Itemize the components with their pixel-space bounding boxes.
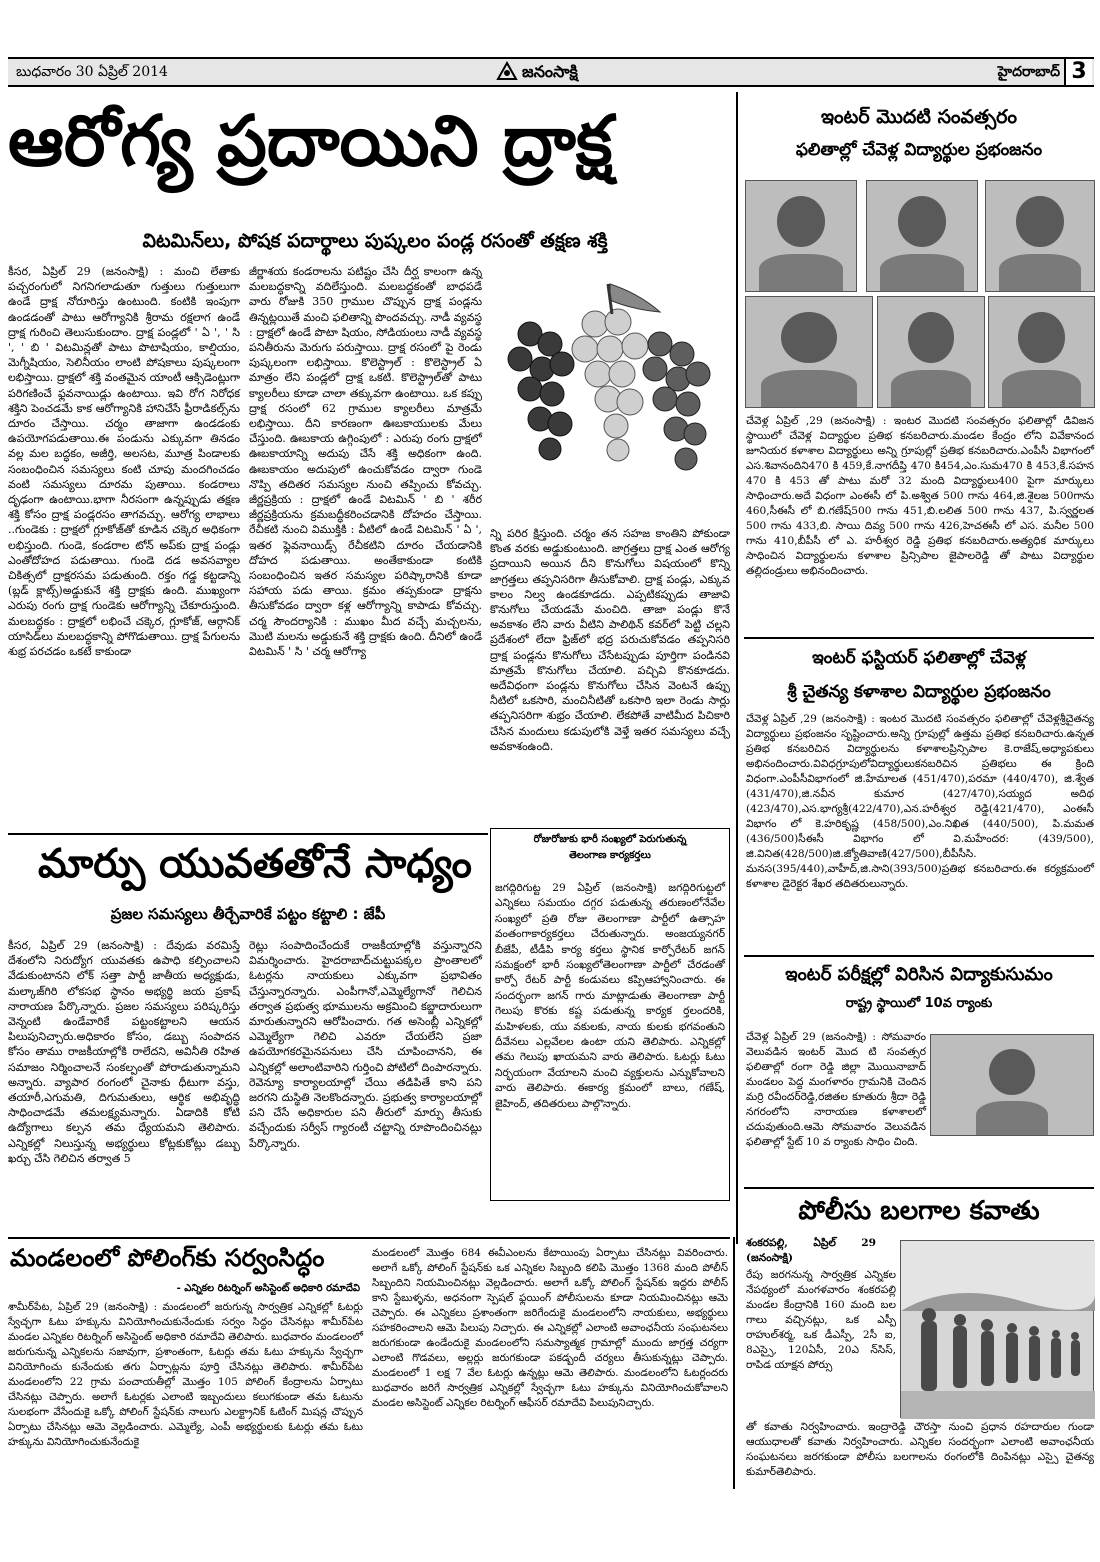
page-header <box>8 57 1094 87</box>
marpu-column-2: రెట్లు సంపాదించేందుకే రాజకీయాల్లోకి వస్తున్నారని విమర్శించారు. హైదరాబాద్‌చుట్టుపక్కల ప్రాంతాలలో ఓటర్లను నాయకులు ఎక్కువగా ప్రభావితం చేస్తున్నారన్నారు. ఎంపీగానో,ఎమ్మెల్యేగానో గెలిచిన తర్వాత ప్రభుత్వ భూములను అక్రమించి కబ్జాదారులుగా మారుతున్నారని ఆరోపించారు. గత అసెంబ్లీ ఎన్నికల్లో ఎమ్మెల్యేగా గెలిచి ఎవరూ చేయలేని ప్రజా ఉపయోగకరమైనపనులు చేసి చూపించానని, ఈ ఎన్నికల్లో అలాంటివారిని గుర్తించి పోటిలో దింపారన్నారు. రెవెన్యూ కార్యాలయాల్లో చేయి తడిపితే కాని పని జరగని దుస్థితి నెలకొందన్నారు. ప్రభుత్వ కార్యాలయాల్లో పని చేసే అధికారుల పని తీరులో మార్పు తీసుకు వచ్చేందుకు సర్వీస్ గ్యారంటీ చట్టాన్ని రూపొందించినట్లు పేర్కొన్నారు. <box>249 939 482 1150</box>
police-body-top: రేపు జరగనున్న సార్వత్రిక ఎన్నికల నేపథ్యంలో మంగళవారం శంకరపల్లి మండల కేంద్రానికి 160 మంది బల గాలు వచ్చినట్లు, ఒక ఎస్పీ రాహుల్‌శర్మ, ఒక డీఎస్పీ, 2సీ ఐ, 8ఎస్సై, 120ఏసీ, 20ఎ న్‌సిస్, రాపిడ యాక్షన పోర్సు <box>746 1269 896 1371</box>
polling-headline: మండలంలో పోలింగ్‌కు సర్వంసిద్ధం <box>10 1244 325 1272</box>
student-photo <box>985 180 1095 292</box>
vidyakusumam-headline: ఇంటర్ పరీక్షల్లో విరిసిన విద్యాకుసుమం <box>785 964 1053 985</box>
student-photo <box>866 180 978 292</box>
telangana-box <box>490 828 730 1201</box>
grapes-headline: ఆరోగ్య ప్రదాయిని ద్రాక్ష <box>8 100 613 182</box>
masthead-logo <box>496 61 578 85</box>
student-photo <box>988 296 1095 408</box>
issue-date: బుధవారం 30 ఏప్రిల్ 2014 <box>16 64 168 80</box>
polling-column-1: శామీర్‌పేట, ఏప్రిల్ 29 (జనంసాక్షి) : మండలంలో జరుగున్న సార్వత్రిక ఎన్నికల్లో ఓటర్లు స్వేచ్ఛగా ఓటు హక్కును వినియోగించుకునేందుకు సర్వం సిద్ధం చేసినట్లు శామీర్‌పేట మండల ఎన్నికల రిటర్నింగ్ అసిస్టెంట్ అధికారి రమాదేవి తెలిపారు. బుధవారం మండలంలో జరుగునున్న ఎన్నికలను సజావుగా, ప్రశాంతంగా, ఓటర్లు తమ ఓటు హక్కును స్వేచ్ఛగా వినియోగించు కునేందుకు తగు ఏర్పాట్లను పూర్తి చేసినట్లు తెలిపారు. శామీర్‌పేట మండలంలోని 22 గ్రామ పంచాయతీల్లో మొత్తం 105 పోలింగ్ కేంద్రాలను ఏర్పాటు చేసినట్లు చెప్పారు. అలాగే ఓటర్లకు ఎలాంటి ఇబ్బందులు కలుగకుండా తమ ఓటును సులభంగా వేసేందుకై ఒక్కో పోలింగ్ స్టేషన్‌కు నాలుగు ఎలక్ట్రానిక్ ఓటింగ్ మిషన్ల చొప్పున ఏర్పాటు చేసినట్లు ఆమె వెల్లడించారు. ఎమ్మెల్యే, ఎంపీ అభ్యర్థులకు ఓటర్లు తమ ఓటు హక్కును వినియోగించుకునేందుకై <box>8 1301 363 1448</box>
student-photo <box>930 1034 1094 1136</box>
police-march-photo <box>900 1240 1094 1418</box>
grapes-column-3: న్ని పరిర క్షిస్తుంది. చర్మం తన సహజ కాంతిని పోకుండా కొంత వరకు అడ్డుకుంటుంది. జాగ్రత్తలు ద్రాక్ష ఎంత ఆరోగ్య ప్రదాయిని అయిన దీని కొనుగోలు విషయంలో కొన్ని జాగ్రత్తలు తప్పనిసరిగా తీసుకోవాలి. ద్రాక్ష పండ్లు, ఎక్కువ కాలం నిల్వ ఉండకూడదు. ఎప్పటికప్పుడు తాజావి కొనుగోలు చేయడమే మంచిది. తాజా పండ్లు కొనే అవకాశం లేని వారు వీటిని పాలిథిన్ కవర్‌లో పెట్టి చల్లని ప్రదేశంలో లేదా ఫ్రిజ్‌లో భద్ర పరుచుకోవడం తప్పనిసరి ద్రాక్ష పండ్లను కొనుగోలు చేసేటప్పుడు పూర్తిగా పండినవి మాత్రమే కొనుగోలు చేయాలి. పచ్చివి కొనకూడదు. అదేవిధంగా పండ్లను కొనుగోలు చేసిన వెంటనే ఉప్పు నీటిలో ఒకసారి, మంచినీటితో ఒకసారి ఇలా రెండు సార్లు తప్పనిసరిగా శుభ్రం చేయాలి. లేకపోతే వాటిమీద పిచికారి చేసిన మందులు కడుపులోకి వెళ్తే ఇతర సమస్యలు వచ్చే అవకాశంఉంది. <box>490 527 730 753</box>
logo-icon <box>496 61 518 85</box>
student-photo <box>745 296 873 408</box>
telangana-headline-1: రోజురోజుకు భారీ సంఖ్యలో పెరుగుతున్న <box>533 834 687 845</box>
chaitanya-headline-2: శ్రీ చైతన్య కళాశాల విద్యార్థుల ప్రభంజనం <box>787 682 1051 702</box>
vidyakusumam-body: చేవెళ్ల ఏప్రిల్ 29 (జనంసాక్షి) : సోమవారం వెలువడిన ఇంటర్ మొద టి సంవత్సర ఫలితాల్లో రంగా రెడ్డి జిల్లా మొయినాబాద్ మండలం పెద్ద మంగళారం గ్రామనికి చెందిన మర్రి రవీందర్‌రెడ్డి,రజితల కూతురు శ్రీదా రెడ్డి నగరంలోని నారాయణ కళాశాలలో చదువుతుంది.ఆమె సోమవారం వెలువడిన ఫలితాల్లో స్టేట్ 10 వ ర్యాంకు సాధిం చింది. <box>746 1031 926 1148</box>
telangana-headline-2: తెలంగాణ కార్యకర్తలు <box>569 850 651 861</box>
vidyakusumam-subheadline: రాష్ట్ర స్థాయిలో 10వ ర్యాంకు <box>845 996 993 1011</box>
marpu-subheadline: ప్రజల సమస్యలు తీర్చేవారికే పట్టం కట్టాలి : జేపీ <box>110 905 386 923</box>
inter-first-year-body: చేవెళ్ల ఏప్రిల్ ,29 (జనంసాక్షి) : ఇంటర మొదటి సంవత్సరం ఫలితాల్లో డివిజన స్థాయిలో చేవెళ్ల విద్యార్థుల ప్రతిభ కనబరిచారు.మండల కేంద్రం లోని వివేకానంద జూనియర కళాశాల విద్యార్థులు అన్ని గ్రూపుల్లో ప్రతిభ కనబరిచారు.ఎంపీసీ విభాగంలో ఎస.శివానందిని470 కి 459,కే.నాగదీప్తి 470 కి454,ఎం.సుమ470 కి 453,కే.సహన 470 కి 453 తో పాటు మరో 32 మంది విద్యార్థులు400 పైగా మార్కులు సాధించారు.అదే విధంగా ఎంఈసీ లో పి.అశ్విత 500 గాను 464,జి.శైలజ 500గాను 460,సీఈసీ లో బి.గణేష్500 గాను 451,బి.లలిత 500 గాను 437, పి.స్వర్ణలత 500 గాను 433,బి. సాయి దివ్య 500 గాను 426,హెచఈసీ లో ఎస. మనీల 500 గాను 410,బీపీసీ లో ఎ. హరీశ్వర రెడ్డి ప్రతిభ కనబరిచారు.అత్యధిక మార్కులు సాధించిన విద్యార్థులను కళాశాల ప్రిన్సిపాల జైపాలరెడ్డి తో పాటు విద్యార్థుల తల్లిదండ్రులు అభినందించారు. <box>746 415 1094 577</box>
telangana-body: జగద్గిరిగుట్ట 29 ఏప్రిల్ (జనంసాక్షి) జగద్గిరిగుట్టలో ఎన్నికలు సమయం దగ్గర పడుతున్న తరుణంలోనేవేల సంఖ్యలో ప్రతి రోజు తెలంగాణా పార్టీలో ఉత్సాహ వంతంగాకార్యకర్తలు చేరుతున్నారు. అంజయ్యనగర్ బీజేపీ, టీడీపి కార్య కర్తలు స్థానిక కార్పోరేటర్ జగన్ సమక్షంలో భారీ సంఖ్యలోతెలంగాణా పార్టీలో చేరడంతో కార్పో రేటర్ పార్టీ కండువలు కప్పిఆహ్వానించారు. ఈ సందర్భంగా జగన్ గారు మాట్లాడుతు తెలంగాణా పార్టీ గెలుపు కొరకు కష్ట పడుతున్న కార్యక ర్తలందరికి, మహిళలకు, యు వకులకు, నాయ కులకు భగవంతుని దీవేనలు ఎల్లవేలల ఉంటా యని తెలిపారు. ఎన్నికల్లో తమ గెలుపు ఖాయమని వారు తెలిపారు. ఓటర్లు ఓటు నిర్భయంగా వేయాలని మంచి వ్యక్తులను ఎన్నుకోవాలని వారు తెలిపారు. ఈకార్య క్రమంలో బాలు, గణేష్, జైహింద్, తదితరులు పాల్గొన్నారు. <box>495 882 725 1110</box>
marpu-headline: మార్పు యువతతోనే సాధ్యం <box>38 841 472 887</box>
student-photo <box>877 296 985 408</box>
student-photo <box>745 180 857 292</box>
inter-first-year-headline-2: ఫలితాల్లో చేవెళ్ల విద్యార్థుల ప్రభంజనం <box>795 140 1043 160</box>
chaitanya-body: చేవెళ్ల ఏప్రిల్ ,29 (జనంసాక్షి) : ఇంటర మొదటి సంవత్సరం ఫలితాల్లో చేవెళ్లశ్రీచైతన్య విద్యార్థులు ప్రభంజనం సృష్టించారు.అన్ని గ్రూపుల్లో ఉత్తమ ప్రతిభ కనబరిచారు.ఉన్నత ప్రతిభ కనబరిచిన విద్యార్థులను కళాశాలప్రిన్సిపాల కె.రాజేష్,అధ్యాపకులు అభినందించారు.వివిధగ్రూపులోవిద్యార్థులుకనబరిచిన ప్రతిభలు ఈ క్రింది విధంగా.ఎంపీసీవిభాగంలో జి.హేమాలత (451/470),పరమా (440/470), జి.శ్వేత (431/470),జి.నవీన కుమార (427/470),సయ్యద అదిథ (423/470),ఎస.భాగ్యశ్రీ(422/470),ఎన.హరీశ్వర రెడ్డి(421/470), ఎంఈసీ విభాగం లో కె.హరికృష్ణ (458/500),ఎం.నిఖిత (440/500), పి.మమత (436/500)సీఈసీ విభాగం లో వి.మహేందర: (439/500), జి.వినిత(428/500)జి.జ్యోతివాణి(427/500),బీపీసీసి. మనస(395/440),వాహీద్,జి.సాని(393/500)ప్రతిభ కనబరిచారు.ఈ కర్యక్రమంలో కళాశాల డైరెక్టర శేఖర తదితరులున్నారు. <box>746 713 1094 890</box>
inter-first-year-headline-1: ఇంటర్ మొదటి సంవత్సరం <box>820 106 1018 128</box>
polling-column-2: మండలంలో మొత్తం 684 ఈవీఎంలను కేటాయింపు ఏర్పాటు చేసినట్లు వివరించారు. అలాగే ఒక్కో పోలింగ్ స్టేషన్‌కు ఒక ఎన్నికల సిబ్బంది కలిపి మొత్తం 1368 మంది పోలీస్ సిబ్బందిని నియమించినట్లు వెల్లడించారు. అలాగే ఒక్కో పోలింగ్ స్టేషన్‌కు ఇద్దరు పోలీస్ కాని స్టేబుళ్ళను, అధనంగా స్పెషల్ ఫ్లయింగ్ పోలీసులను కూడా నియమించినట్లు ఆమె చెప్పారు. ఈ ఎన్నికలు ప్రశాంతంగా జరిగేందుకై మండలంలోని నాయకులు, అభ్యర్థులు సహకరించాలని ఆమె పిలుపు నిచ్చారు. ఈ ఎన్నికల్లో ఎలాంటి అవాంఛనీయ సంఘటనలు జరుగకుండా ఉండేందుకై మండలంలోని సమస్యాత్మక గ్రామాల్లో ముందు జాగ్రత్త చర్యగా ఎలాంటి గొడవలు, అల్లర్లు జరుగకుండా పకడ్బందీ చర్యలు తీసుకున్నట్లు చెప్పారు. మండలంలో 1 లక్ష 7 వేల ఓటర్లు ఉన్నట్లు ఆమె తెలిపారు. మండలంలోని ఓటర్లందరు బుధవారం జరిగే సార్వత్రిక ఎన్నికల్లో స్వేచ్ఛగా ఓటు హక్కును వినియోగించుకోవాలని మండల అసిస్టెంట్ ఎన్నికల రిటర్నింగ్ ఆఫీసర్ రమాదేవి పిలుపునిచ్చారు. <box>372 1247 728 1409</box>
polling-subheadline: - ఎన్నికల రిటర్నింగ్ అసిస్టెంట్ అధికారి రమాదేవి <box>176 1283 360 1294</box>
page-number: 3 <box>1064 59 1092 85</box>
police-dateline: శంకరపల్లి, ఏప్రిల్ 29 (జనంసాక్షి) <box>746 1237 876 1265</box>
police-headline: పోలీసు బలగాల కవాతు <box>798 1196 1040 1226</box>
edition-city: హైదరాబాద్ <box>997 64 1060 80</box>
chaitanya-headline-1: ఇంటర్ ఫస్టియర్ ఫలితాల్లో చేవెళ్ల <box>812 648 1026 668</box>
grapes-column-1: కీసర, ఏప్రిల్ 29 (జనంసాక్షి) : మంచి లేతాకు పచ్చరంగులో నిగనిగలాడుతూ గుత్తులు గుత్తులుగా ఉండే ద్రాక్ష నోరూరిస్తు ఉంటుంది. కంటికి ఇంపుగా ఉండడంతో పాటు ఆరోగ్యానికి శ్రీరామ రక్షలాగ ఉండే ద్రాక్ష గురించి తెలుసుకుందాం. ద్రాక్ష పండ్లలో ' ఏ ', ' సి ', ' బి ' విటమిన్లతో పాటు పొటాషియం, కాల్షియం, మెగ్నీషియం, సెలినీయం లాంటి పోషకాలు పుష్కలంగా లభిస్తాయి. ద్రాక్షలో శక్తి వంతమైన యాంటీ ఆక్సిడెంట్లుగా పరిగణించే ఫ్లవనాయిడ్లు ఉంటాయి. ఇవి రోగ నిరోధక శక్తిని పెంచడమే కాక ఆరోగ్యానికి హానిచేసే ఫ్రీరాడికల్స్‌ను దూరం చేస్తాయి. చర్మం తాజాగా ఉండడంకు ఉపయోగపడుతాయి.ఈ పండును ఎక్కువగా తినడం వల్ల మల బద్ధకం, అజీర్తి, అలసట, మూత్ర పిండాలకు సంబంధించిన సమస్యలు కంటి చూపు మందగించడం వంటి సమస్యలు దూరమ పుతాయి. కండరాలు దృఢంగా ఉంటాయి.భాగా నీరసంగా ఉన్నప్పుడు తక్షణ శక్తి కోసం ద్రాక్ష పండ్లరసం తాగవచ్చు. ఆరోగ్య లాభాలు ..గుండెకు : ద్రాక్షలో గ్లూకోజ్‌తో కూడిన చక్కెర అధికంగా లభిస్తుంది. గుండె, కండరాల టోన్ అప్‌కు ద్రాక్ష పండ్లు ఎంతోదోహద పడుతాయి. గుండె దడ అవసవ్యాల చికిత్సలో ద్రాక్షరసమ పడుతుంది. రక్తం గడ్డ కట్టడాన్ని (బ్లడ్ క్లాట్స్)అడ్డుకునే శక్తి ద్రాక్షకు ఉంది. ముఖ్యంగా ఎరుపు రంగు ద్రాక్ష గుండెకు ఆరోగ్యాన్ని చేకూరుస్తుంది. మలబద్ధకం : ద్రాక్షలో లభించే చక్కెర, గ్లూకోజ్, ఆర్గానిక్ యాసిడ్‌లు మలబద్ధకాన్ని పోగొడుతాయి. ద్రాక్ష పేగులను శుభ్ర పరచడం ఒకటే కాకుండా <box>8 265 240 659</box>
grapes-subheadline: విటమిన్‌లు, పోషక పదార్థాలు పుష్కలం పండ్ల రసంతో తక్షణ శక్తి <box>142 230 608 252</box>
logo-text: జనంసాక్షి <box>522 61 578 81</box>
grapes-column-2: జీర్ణాశయ కండరాలను పటిష్టం చేసి దీర్ఘ కాలంగా ఉన్న మలబద్ధకాన్ని వదిలేస్తుంది. మలబద్ధకంతో బాధపడే వారు రోజుకి 350 గ్రాముల చొప్పున ద్రాక్ష పండ్లను తిన్నట్లయితే మంచి ఫలితాన్ని పొందవచ్చు. నాడీ వ్యవస్థ : ద్రాక్షలో ఉండే పొటా షియం, సోడియంలు నాడీ వ్యవస్థ పనితీరును మెరుగు పరుస్తాయి. ద్రాక్ష రసంలో పై రెండు పుష్కలంగా లభిస్తాయి. కొలెస్ట్రాల్ : కొలెస్ట్రాల్ ఏ మాత్రం లేని పండ్లలో ద్రాక్ష ఒకటి. కొలెస్ట్రాల్‌తో పాటు క్యాలరీలు కూడా చాలా తక్కువగా ఉంటాయి. ఒక కప్పు ద్రాక్ష రసంలో 62 గ్రాముల క్యాలరీలు మాత్రమే లభిస్తాయి. దీని కారణంగా ఊబకాయులకు మేలు చేస్తుంది. ఊబకాయ ఉగ్గింపులో : ఎరుపు రంగు ద్రాక్షలో ఊబకాయాన్ని అదుపు చేసే శక్తి అధికంగా ఉంది. ఊబకాయం అదుపులో ఉంచుకోవడం ద్వారా గుండె నొప్పి తదితర సమస్యల నుంచి తప్పించు కోవచ్చు. జీర్ణప్రక్రియ : ద్రాక్షలో ఉండే విటమిన్ ' బి ' శరీర జీర్ణప్రక్రియను క్రమబద్ధీకరించడానికి దోహదం చేస్తాయి. రేచీకటి నుంచి విముక్తికి : వీటిలో ఉండే విటమిన్ ' ఏ ', ఇతర ఫ్లెవనాయిడ్స్ రేచీకటిని దూరం చేయడానికి దోహద పడుతాయి. అంతేకాకుండా కంటికి సంబంధించిన ఇతర సమస్యల పరిష్కారానికి కూడా సహాయ పడు తాయి. క్రమం తప్పకుండా ద్రాక్షను తీసుకోవడం ద్వారా కళ్ల ఆరోగ్యాన్ని కాపాడు కోవచ్చు. చర్మ సౌందర్యానికి : ముఖం మీద వచ్చే మచ్చలను, మొటి మలను అడ్డుకునే శక్తి ద్రాక్షకు ఉంది. దీనిలో ఉండే విటమిన్ ' సి ' చర్మ ఆరోగ్యా <box>249 265 482 659</box>
police-body-bottom: తో కవాతు నిర్వహించారు. ఇంద్రారెడ్డి చౌరస్తా నుంచి ప్రధాన రహదారుల గుండా ఆయుధాలతో కవాతు నిర్వహించారు. ఎన్నికల సందర్భంగా ఎలాంటి అవాంఛనీయ సంఘటనలు జరగకుండా పోలీసు బలగాలను రంగంలోకి దింపినట్లు ఎస్సై చైతన్య కుమార్‌తెలిపారు. <box>746 1421 1094 1478</box>
grapes-image <box>490 264 730 522</box>
marpu-column-1: కీసర, ఏప్రిల్ 29 (జనంసాక్షి) : దేవుడు వరమిస్తే దేశంలోని నిరుద్యోగ యువతకు ఉపాధి కల్పించాలని వేడుకుంటానని లోక్ సత్తా పార్టీ జాతీయ అధ్యక్షుడు, మల్కాజ్‌గిరి లోకసభ స్థానం అభ్యర్థి జయ ప్రకాష్ నారాయణ పేర్కొన్నారు. ప్రజల సమస్యలు పరిష్కరిస్తు వెన్నంటి ఉండేవారికే పట్టంకట్టాలని ఆయన పిలుపునిచ్చారు.అధికారం కోసం, డబ్బు సంపాదన కోసం తాము రాజకీయాల్లోకి రాలేదని, అవినీతి రహిత సమాజం నిర్మించాలనే సంకల్పంతో పోరాడుతున్నామని అన్నారు. వ్యాపార రంగంలో చైనాకు ధీటుగా వస్తు, తయారీ,ఎగుమతి, దిగుమతులు, ఆర్థిక అభివృద్ధి సాధించాడమే తమలక్ష్యమన్నారు. ఏడాదికి కోటి ఉద్యోగాలు కల్పన తమ ధ్యేయమని తెలిపారు. ఎన్నికల్లో నిలుస్తున్న అభ్యర్థులు కోట్లకుకోట్లు డబ్బు ఖర్చు చేసి గెలిచిన తర్వాత 5 <box>8 939 240 1165</box>
